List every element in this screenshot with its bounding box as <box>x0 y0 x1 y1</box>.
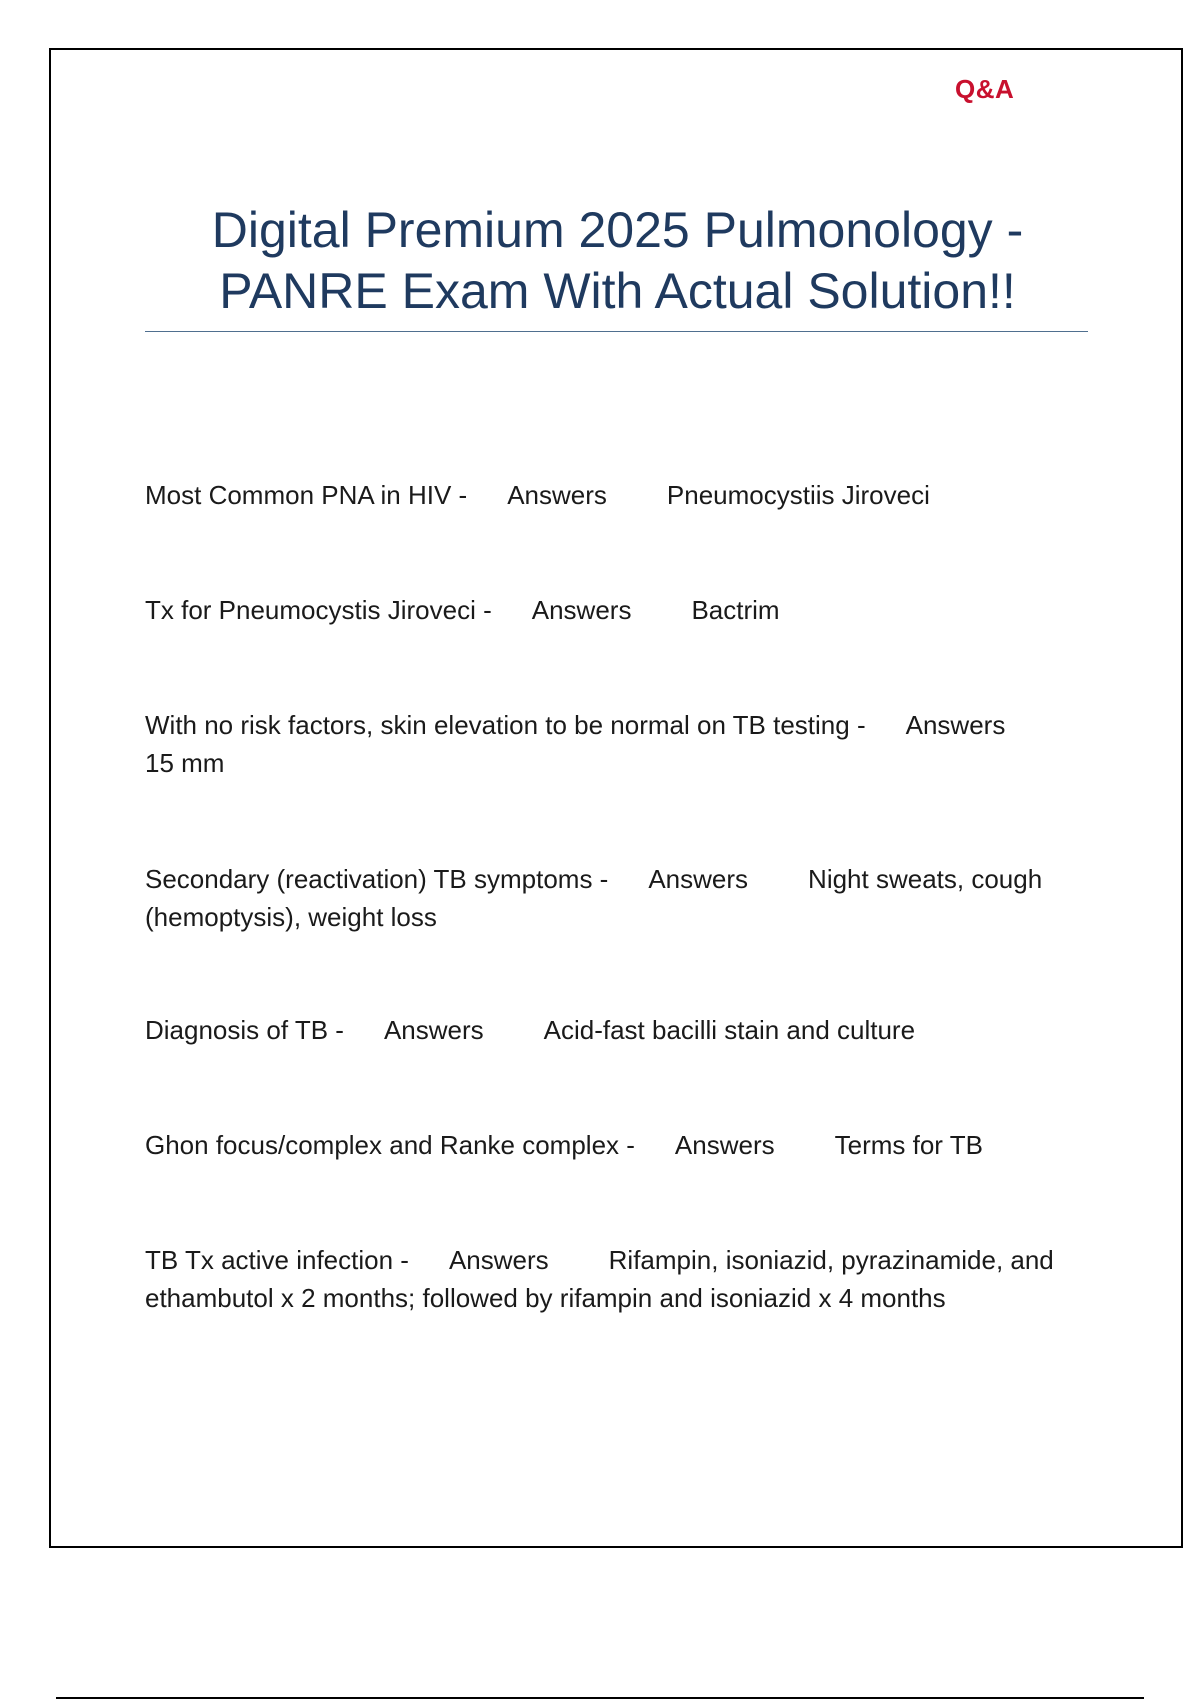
question-text: Secondary (reactivation) TB symptoms - <box>145 864 609 894</box>
answer-label: Answers <box>383 1015 484 1045</box>
title-divider <box>145 331 1088 332</box>
answer-label: Answers <box>531 595 632 625</box>
answer-text: 15 mm <box>145 748 225 778</box>
question-text: TB Tx active infection - <box>145 1245 409 1275</box>
qa-item <box>145 591 1080 629</box>
answer-label: Answers <box>648 864 749 894</box>
question-text: Most Common PNA in HIV - <box>145 480 468 510</box>
answer-text: Bactrim <box>691 595 780 625</box>
qa-badge: Q&A <box>955 74 1015 104</box>
answer-label: Answers <box>448 1245 549 1275</box>
answer-label: Answers <box>905 710 1006 740</box>
qa-item <box>145 476 1080 514</box>
answer-label: Answers <box>674 1130 775 1160</box>
qa-item <box>145 1011 1080 1049</box>
answer-text: Pneumocystiis Jiroveci <box>666 480 930 510</box>
answer-text: Night sweats, cough (hemoptysis), weight loss <box>145 864 1043 932</box>
question-text: Tx for Pneumocystis Jiroveci - <box>145 595 492 625</box>
qa-item <box>145 860 1080 936</box>
qa-item <box>145 1126 1080 1164</box>
question-text: With no risk factors, skin elevation to be normal on TB testing - <box>145 710 866 740</box>
qa-item <box>145 1241 1080 1317</box>
document-title: Digital Premium 2025 Pulmonology - PANRE Exam With Actual Solution!! <box>211 202 1024 319</box>
answer-label: Answers <box>507 480 607 510</box>
question-text: Ghon focus/complex and Ranke complex - <box>145 1130 635 1160</box>
answer-text: Terms for TB <box>834 1130 983 1160</box>
answer-text: Rifampin, isoniazid, pyrazinamide, and ethambutol x 2 months; followed by rifampin and isoniazid x 4 months <box>145 1245 1054 1313</box>
question-text: Diagnosis of TB - <box>145 1015 344 1045</box>
qa-item <box>145 706 1080 782</box>
answer-text: Acid-fast bacilli stain and culture <box>543 1015 916 1045</box>
page-bottom-divider <box>56 1697 1144 1699</box>
